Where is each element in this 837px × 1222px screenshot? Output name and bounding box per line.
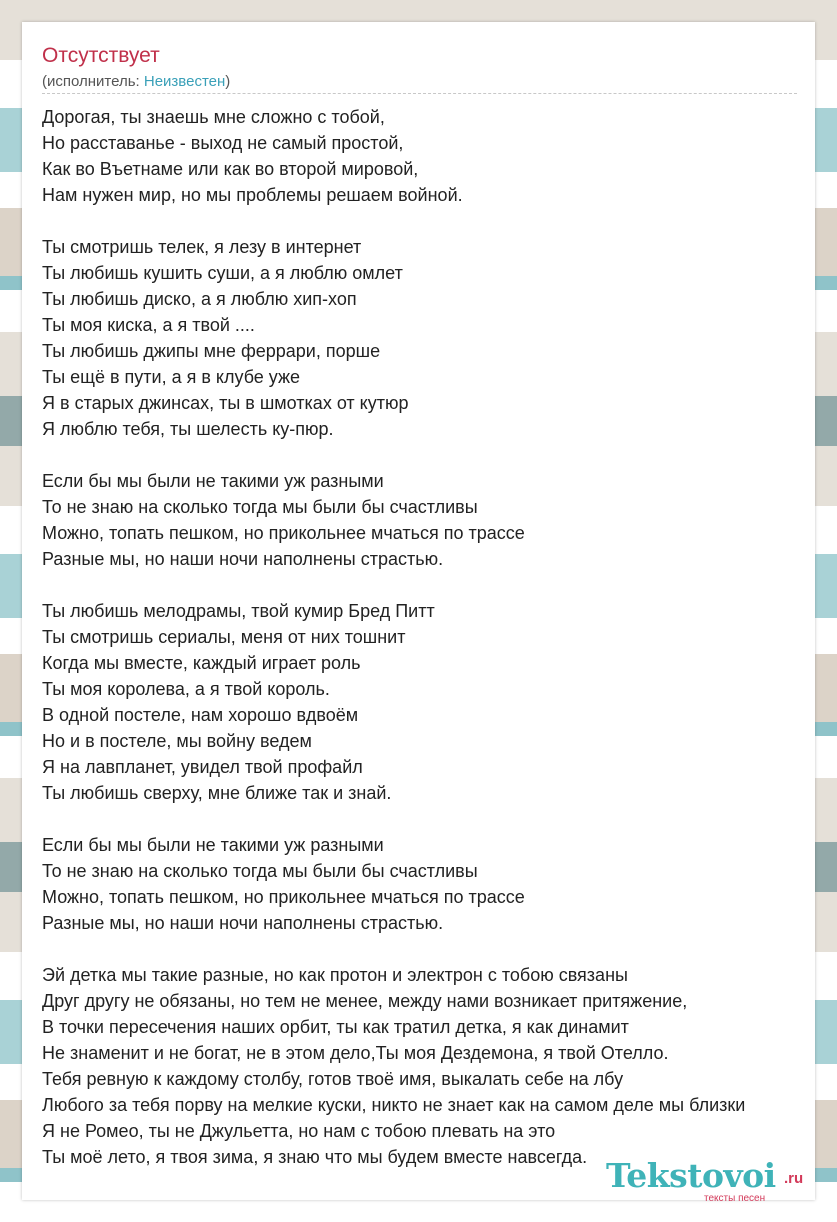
artist-prefix: (исполнитель: (42, 73, 144, 90)
lyrics-line: Как во Въетнаме или как во второй мировой, (42, 159, 419, 179)
lyrics-line: Можно, топать пешком, но прикольнее мчаться по трассе (42, 523, 525, 543)
artist-link[interactable]: Неизвестен (143, 73, 226, 90)
lyrics-stanza (42, 234, 837, 442)
lyrics-line: То не знаю на сколько тогда мы были бы счастливы (42, 861, 478, 881)
lyrics-line: В точки пересечения наших орбит, ты как тратил детка, я как динамит (42, 1017, 629, 1037)
lyrics-line: Не знаменит и не богат, не в этом дело,Ты моя Дездемона, я твой Отелло. (42, 1043, 669, 1063)
lyrics-line: Ты смотришь телек, я лезу в интернет (42, 237, 362, 257)
lyrics-line: Я не Ромео, ты не Джульетта, но нам с тобою плевать на это (42, 1121, 556, 1141)
lyrics-line: В одной постеле, нам хорошо вдвоём (42, 705, 359, 725)
logo-wordmark: Tekstovoi (606, 1156, 776, 1195)
lyrics-line: Ты смотришь сериалы, меня от них тошнит (42, 627, 406, 647)
lyrics-stanza (42, 598, 837, 806)
logo-tagline: тексты песен (704, 1193, 766, 1204)
lyrics-line: Но расставанье - выход не самый простой, (42, 133, 404, 153)
lyrics-line: Я в старых джинсах, ты в шмотках от кутюр (42, 393, 409, 413)
lyrics-line: Эй детка мы такие разные, но как протон и электрон с тобою связаны (42, 965, 628, 985)
lyrics-line: Ты любишь диско, а я люблю хип-хоп (42, 289, 357, 309)
lyrics-line: Ты любишь сверху, мне ближе так и знай. (42, 783, 392, 803)
lyrics-text (42, 104, 837, 1196)
lyrics-line: Любого за тебя порву на мелкие куски, никто не знает как на самом деле мы близки (42, 1095, 746, 1115)
lyrics-stanza (42, 468, 837, 572)
lyrics-line: Но и в постеле, мы войну ведем (42, 731, 312, 751)
lyrics-line: Тебя ревную к каждому столбу, готов твоё имя, выкалать себе на лбу (42, 1069, 624, 1089)
lyrics-line: Ты любишь мелодрамы, твой кумир Бред Питт (42, 601, 435, 621)
lyrics-line: Ты ещё в пути, а я в клубе уже (42, 367, 301, 387)
lyrics-stanza (42, 104, 837, 208)
lyrics-line: Если бы мы были не такими уж разными (42, 471, 384, 491)
lyrics-line: Когда мы вместе, каждый играет роль (42, 653, 361, 673)
lyrics-line: Нам нужен мир, но мы проблемы решаем войной. (42, 185, 463, 205)
lyrics-stanza (42, 832, 837, 936)
lyrics-line: То не знаю на сколько тогда мы были бы счастливы (42, 497, 478, 517)
lyrics-line: Разные мы, но наши ночи наполнены страстью. (42, 549, 444, 569)
lyrics-line: Дорогая, ты знаешь мне сложно с тобой, (42, 107, 385, 127)
lyrics-line: Можно, топать пешком, но прикольнее мчаться по трассе (42, 887, 525, 907)
lyrics-line: Друг другу не обязаны, но тем не менее, между нами возникает притяжение, (42, 991, 688, 1011)
lyrics-line: Ты моя киска, а я твой .... (42, 315, 255, 335)
lyrics-line: Я люблю тебя, ты шелесть ку-пюр. (42, 419, 334, 439)
lyrics-line: Ты моя королева, а я твой король. (42, 679, 330, 699)
artist-suffix: ) (225, 73, 231, 90)
lyrics-line: Если бы мы были не такими уж разными (42, 835, 384, 855)
lyrics-line: Я на лавпланет, увидел твой профайл (42, 757, 363, 777)
lyrics-line: Ты моё лето, я твоя зима, я знаю что мы будем вместе навсегда. (42, 1147, 588, 1167)
artist-line (42, 73, 230, 90)
site-logo[interactable] (606, 1158, 811, 1206)
logo-tld: .ru (784, 1170, 804, 1187)
song-title: Отсутствует (42, 44, 160, 67)
lyrics-line: Ты любишь джипы мне феррари, порше (42, 341, 381, 361)
title-divider (42, 93, 797, 94)
lyrics-line: Разные мы, но наши ночи наполнены страстью. (42, 913, 444, 933)
lyrics-stanza (42, 962, 837, 1170)
lyrics-line: Ты любишь кушить суши, а я люблю омлет (42, 263, 403, 283)
